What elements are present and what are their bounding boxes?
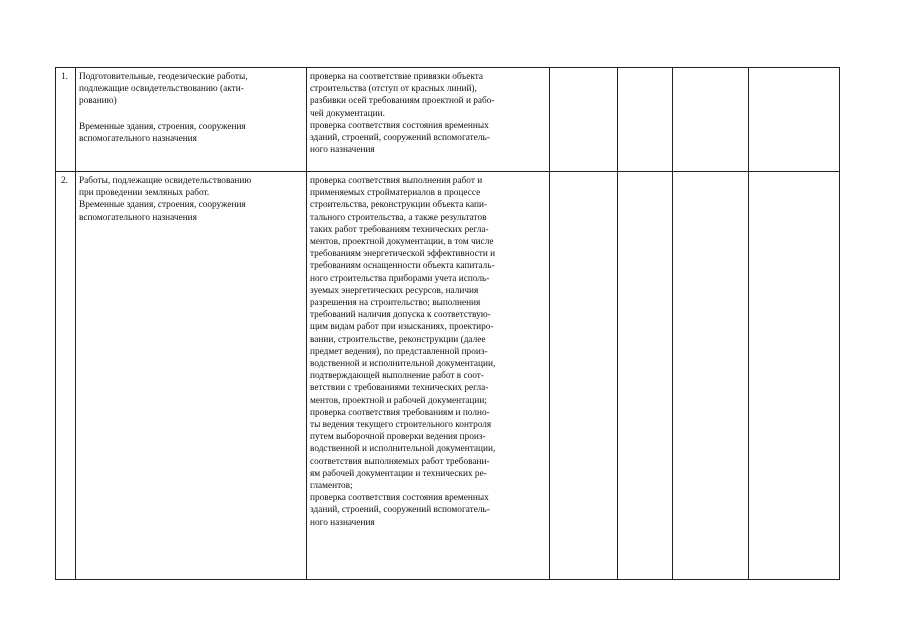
empty-cell — [618, 172, 673, 580]
row-number-cell: 2. — [56, 172, 76, 580]
empty-cell — [673, 68, 749, 172]
work-type-text: Временные здания, строения, сооружения вспомогательного назначения — [79, 121, 246, 144]
work-type-cell — [76, 68, 307, 172]
inspection-cell — [307, 172, 550, 580]
table-row — [56, 68, 840, 172]
inspection-cell — [307, 68, 550, 172]
paragraph-gap — [79, 108, 303, 121]
empty-cell — [749, 68, 840, 172]
empty-cell — [749, 172, 840, 580]
inspection-text: проверка соответствия состояния временных зданий, строений, сооружений вспомогатель- ного назначения — [310, 120, 490, 156]
work-type-text: Работы, подлежащие освидетельствованию при проведении земляных работ. Временные здания, строения, сооружения вспомогательного назначения — [79, 176, 252, 223]
inspection-table — [55, 67, 840, 580]
inspection-text: проверка на соответствие привязки объекта строительства (отступ от красных линий), разбивки осей требованиям проектной и рабо- чей документации. — [310, 72, 495, 119]
empty-cell — [550, 68, 618, 172]
work-type-text: Подготовительные, геодезические работы, подлежащие освидетельствованию (акти- рованию) — [79, 72, 248, 107]
empty-cell — [550, 172, 618, 580]
inspection-text: проверка соответствия выполнения работ и применяемых стройматериалов в процессе строительства, реконструкции объекта капи- тального строительства, а также результатов таких работ требованиям технических регла- ментов, проектной документации, в том числе требованиям энергетической эффективности и требованиям оснащенности объекта капиталь- ного строительства приборами учета исполь- зуемых энергетических ресурсов, наличия разрешения на строительство; выполнения требований наличия допуска к соответствую- щим видам работ при изысканиях, проектиро- вании, строительстве, реконструкции (далее предмет ведения), по представленной произ- водственной и исполнительной документации, подтверждающей выполнение работ в соот- ветствии с требованиями технических регла- ментов, проектной и рабочей документации; проверка соответствия требованиям и полно- ты ведения текущего строительного контроля путем выборочной проверки ведения произ- водственной и исполнительной документации, соответствия выполняемых работ требовани- ям рабочей документации и технических ре- гламентов; проверка соответствия состояния временных зданий, строений, сооружений вспомогатель- ного назначения — [310, 176, 496, 528]
row-number-cell: 1. — [56, 68, 76, 172]
empty-cell — [673, 172, 749, 580]
table-row — [56, 172, 840, 580]
work-type-cell — [76, 172, 307, 580]
empty-cell — [618, 68, 673, 172]
